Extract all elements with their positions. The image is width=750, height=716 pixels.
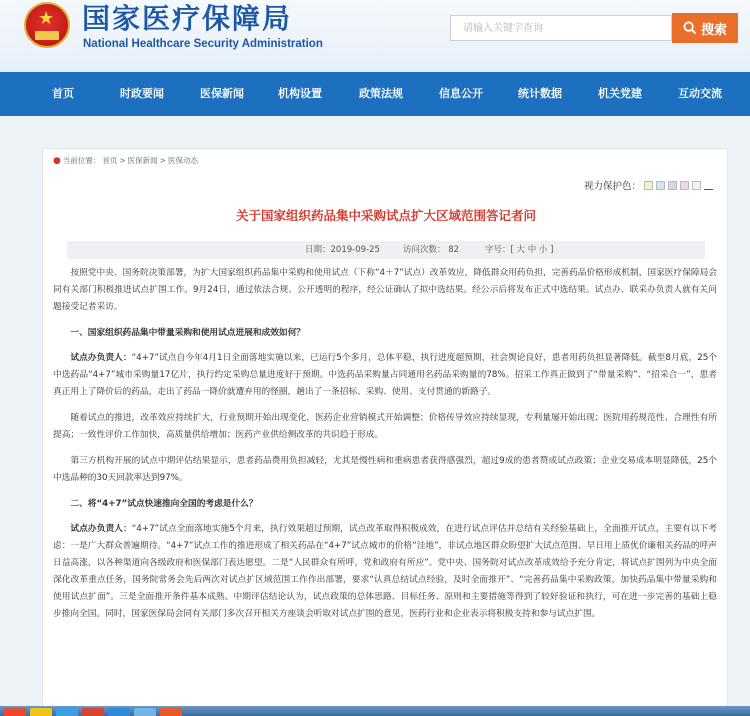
color-swatch-blue[interactable] xyxy=(656,181,665,190)
article-paragraph: 第三方机构开展的试点中期评估结果显示，患者药品费用负担减轻，尤其是慢性病和重病患者获得感强烈，超过9成的患者赞成试点政策；企业交易成本明显降低，25个中选品种的30天回款率达到97%。 xyxy=(53,456,717,483)
article-meta xyxy=(67,241,705,259)
taskbar-app-icon[interactable] xyxy=(30,708,52,716)
nav-item-interaction[interactable]: 互动交流 xyxy=(678,87,722,100)
site-subtitle: National Healthcare Security Administration xyxy=(83,38,323,50)
article-title: 关于国家组织药品集中采购试点扩大区域范围答记者问 xyxy=(235,208,536,223)
color-swatch-default[interactable] xyxy=(704,181,713,190)
breadcrumb-news[interactable]: 医保新闻 xyxy=(127,156,158,165)
breadcrumb-separator: > xyxy=(119,156,126,165)
search-input[interactable] xyxy=(450,15,672,41)
site-header xyxy=(0,0,750,72)
breadcrumb-home[interactable]: 首页 xyxy=(102,156,118,165)
os-taskbar xyxy=(0,706,750,716)
color-swatch-gray[interactable] xyxy=(692,181,701,190)
article-heading: 一、国家组织药品集中带量采购和使用试点进展和成效如何？ xyxy=(70,328,305,338)
eye-protection-label: 视力保护色： xyxy=(584,181,642,192)
nav-item-politics[interactable]: 时政要闻 xyxy=(120,87,164,100)
nav-item-statistics[interactable]: 统计数据 xyxy=(518,87,562,100)
article-date: 日期：2019-09-25 xyxy=(305,245,380,255)
breadcrumb xyxy=(53,155,198,166)
taskbar-app-icon[interactable] xyxy=(4,708,26,716)
taskbar-app-icon[interactable] xyxy=(108,708,130,716)
search-button[interactable] xyxy=(672,13,738,43)
article-views: 访问次数： 82 xyxy=(403,245,460,255)
speaker-label: 试点办负责人： xyxy=(70,524,132,534)
paragraph-text: “4+7”试点全面落地实施5个月来，执行效果超过预期，试点改革取得积极成效，在进行试点评估并总结有关经验基础上，全面推开试点，主要有以下考虑：一是广大群众普遍期待。“4+7”试点工作的推进形成了相关药品在“4+7”试点城市的价格“洼地”，非试点地区群众盼望扩大试点范围、早日用上质优价廉相关药品的呼声日益高涨，以各种渠道向各级政府和医保部门表达愿望。二是“人民群众有所呼，党和政府有所应”。党中央、国务院对试点改革成效给予充分肯定，将试点扩围列为中央全面深化改革重点任务，国务院常务会先后两次对试点扩区域范围工作作出部署，要求“认真总结试点经验，及时全面推开”、“完善药品集中采购政策，加快药品集中带量采购和使用试点扩面”。三是全面推开条件基本成熟。中期评估结论认为，试点政策的总体思路、目标任务、原则和主要措施等得到了较好验证和执行，可在进一步完善的基础上稳步推向全国。同时，国家医保局会同有关部门多次召开相关方座谈会听取对试点扩围的意见，医药行业和企业表示将积极支持和参与试点扩围。 xyxy=(53,524,717,619)
speaker-label: 试点办负责人： xyxy=(70,353,132,363)
font-size-control[interactable]: 字号：[ 大 中 小 ] xyxy=(485,245,554,255)
article-paragraph: 按照党中央、国务院决策部署，为扩大国家组织药品集中采购和使用试点（下称“4＋7”试点）改革效应，降低群众用药负担，完善药品价格形成机制，国家医疗保障局会同有关部门积极推进试点扩围工作。9月24日，通过依法合规、公开透明的程序，经公证确认了拟中选结果。经公示后将发布正式中选结果。试点办、联采办负责人就有关问题接受记者采访。 xyxy=(53,268,717,312)
breadcrumb-separator: > xyxy=(159,156,166,165)
taskbar-app-icon[interactable] xyxy=(82,708,104,716)
breadcrumb-current[interactable]: 医保动态 xyxy=(167,156,198,165)
article-paragraph xyxy=(53,521,717,623)
nav-item-home[interactable]: 首页 xyxy=(52,87,74,100)
taskbar-app-icon[interactable] xyxy=(160,708,182,716)
article-heading: 二、将“4+7”试点快速推向全国的考虑是什么？ xyxy=(70,499,258,509)
breadcrumb-prefix: 当前位置： xyxy=(62,156,101,165)
main-nav xyxy=(0,72,750,116)
national-emblem-icon: ★ xyxy=(24,2,70,48)
search-icon xyxy=(683,21,697,35)
nav-item-disclosure[interactable]: 信息公开 xyxy=(439,87,483,100)
search-button-label: 搜索 xyxy=(700,22,727,38)
site-title[interactable]: 国家医疗保障局 xyxy=(82,2,293,35)
article-paragraph xyxy=(53,350,717,401)
content-panel xyxy=(42,148,728,708)
taskbar-app-icon[interactable] xyxy=(134,708,156,716)
color-swatch-pink[interactable] xyxy=(680,181,689,190)
nav-item-policy[interactable]: 政策法规 xyxy=(359,87,403,100)
taskbar-app-icon[interactable] xyxy=(56,708,78,716)
location-pin-icon: ● xyxy=(53,155,61,166)
nav-item-party[interactable]: 机关党建 xyxy=(598,87,642,100)
paragraph-text: “4+7”试点自今年4月1日全面落地实施以来，已运行5个多月，总体平稳，执行进度超预期，社会舆论良好，患者用药负担显著降低。截至8月底，25个中选药品“4+7”城市采购量17亿片，执行约定采购总量进度好于预期。中选药品采购量占同通用名药品采购量的78%。招采工作真正做到了“带量采购”、“招采合一”，患者真正用上了降价后的药品，走出了药品一降价就遭弃用的怪圈，趟出了一条招标、采购、使用、支付贯通的新路子。 xyxy=(53,353,718,397)
color-swatch-purple[interactable] xyxy=(668,181,677,190)
article-body xyxy=(53,265,717,632)
eye-protection-colors xyxy=(584,178,713,192)
nav-item-news[interactable]: 医保新闻 xyxy=(200,87,244,100)
color-swatch-yellow[interactable] xyxy=(644,181,653,190)
article-paragraph: 随着试点的推进，改革效应持续扩大，行业预期开始出现变化，医药企业营销模式开始调整；价格传导效应持续显现，专利量屡开始出现；医院用药规范性、合理性有所提高；一致性评价工作加快，高质量供给增加；医药产业供给侧改革的共识趋于形成。 xyxy=(53,413,717,440)
nav-item-organization[interactable]: 机构设置 xyxy=(278,87,322,100)
